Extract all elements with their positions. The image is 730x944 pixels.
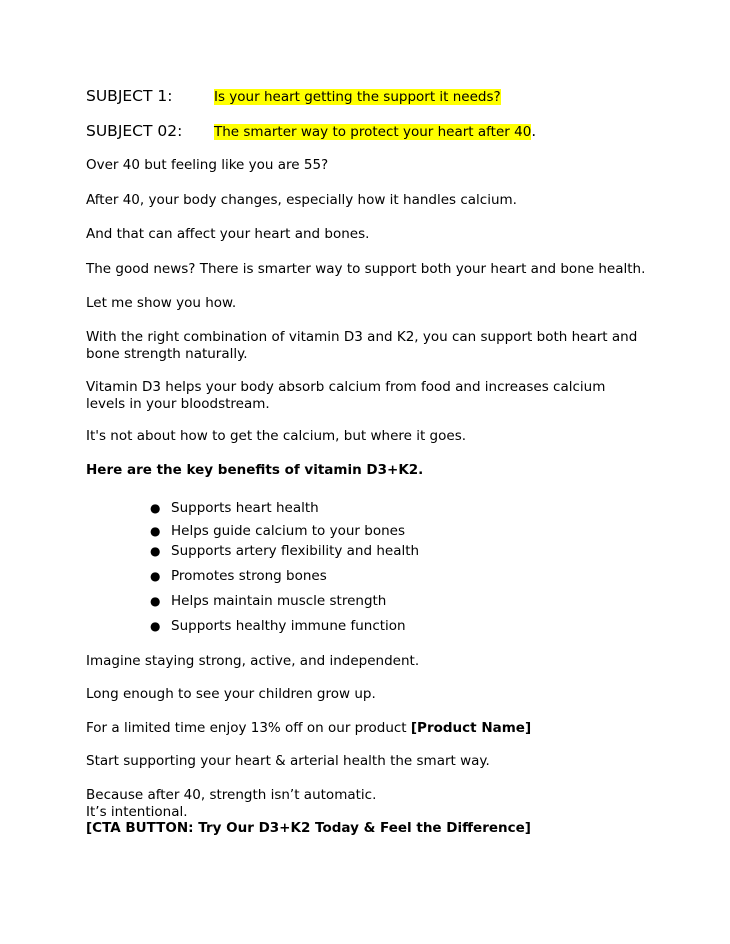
list-item	[150, 543, 419, 560]
list-item-text: Helps guide calcium to your bones	[171, 523, 405, 539]
list-item	[150, 500, 319, 517]
paragraph: It’s intentional.	[86, 804, 188, 820]
subject-label: SUBJECT 1:	[86, 87, 173, 105]
subject-label: SUBJECT 02:	[86, 122, 183, 140]
bullet-icon: ●	[150, 619, 161, 633]
paragraph: Long enough to see your children grow up.	[86, 686, 376, 702]
paragraph: Over 40 but feeling like you are 55?	[86, 157, 329, 173]
list-item	[150, 618, 406, 635]
bullet-icon: ●	[150, 501, 161, 515]
list-item-text: Promotes strong bones	[171, 568, 327, 584]
subject-line-2	[86, 121, 536, 142]
paragraph: It's not about how to get the calcium, but where it goes.	[86, 428, 467, 444]
list-item-text: Supports heart health	[171, 500, 319, 516]
paragraph: The good news? There is smarter way to support both your heart and bone health.	[86, 261, 646, 277]
list-item-text: Helps maintain muscle strength	[171, 593, 387, 609]
paragraph: Let me show you how.	[86, 295, 237, 311]
paragraph: With the right combination of vitamin D3 and K2, you can support both heart and bone strength naturally.	[86, 329, 638, 362]
cta-placeholder: [CTA BUTTON: Try Our D3+K2 Today & Feel the Difference]	[86, 820, 531, 836]
subject-line-1	[86, 86, 501, 107]
paragraph: Vitamin D3 helps your body absorb calcium from food and increases calcium levels in your bloodstream.	[86, 379, 606, 412]
product-name-placeholder: [Product Name]	[410, 720, 532, 736]
paragraph: Start supporting your heart & arterial health the smart way.	[86, 753, 490, 769]
subject-highlight-text: The smarter way to protect your heart after 40	[214, 124, 532, 140]
paragraph: Because after 40, strength isn’t automatic.	[86, 787, 377, 803]
paragraph: After 40, your body changes, especially how it handles calcium.	[86, 192, 517, 208]
subject-suffix: .	[531, 122, 537, 140]
bullet-icon: ●	[150, 569, 161, 583]
subject-highlight-text: Is your heart getting the support it needs?	[214, 89, 501, 105]
bullet-icon: ●	[150, 594, 161, 608]
paragraph: Imagine staying strong, active, and independent.	[86, 653, 420, 669]
paragraph: And that can affect your heart and bones.	[86, 226, 370, 242]
list-item	[150, 523, 405, 540]
benefits-heading: Here are the key benefits of vitamin D3+K2.	[86, 462, 424, 478]
list-item-text: Supports healthy immune function	[171, 618, 406, 634]
offer-line	[86, 720, 646, 737]
list-item	[150, 593, 386, 610]
list-item-text: Supports artery flexibility and health	[171, 543, 420, 559]
bullet-icon: ●	[150, 524, 161, 538]
offer-text: For a limited time enjoy 13% off on our product	[86, 720, 411, 736]
bullet-icon: ●	[150, 544, 161, 558]
list-item	[150, 568, 327, 585]
